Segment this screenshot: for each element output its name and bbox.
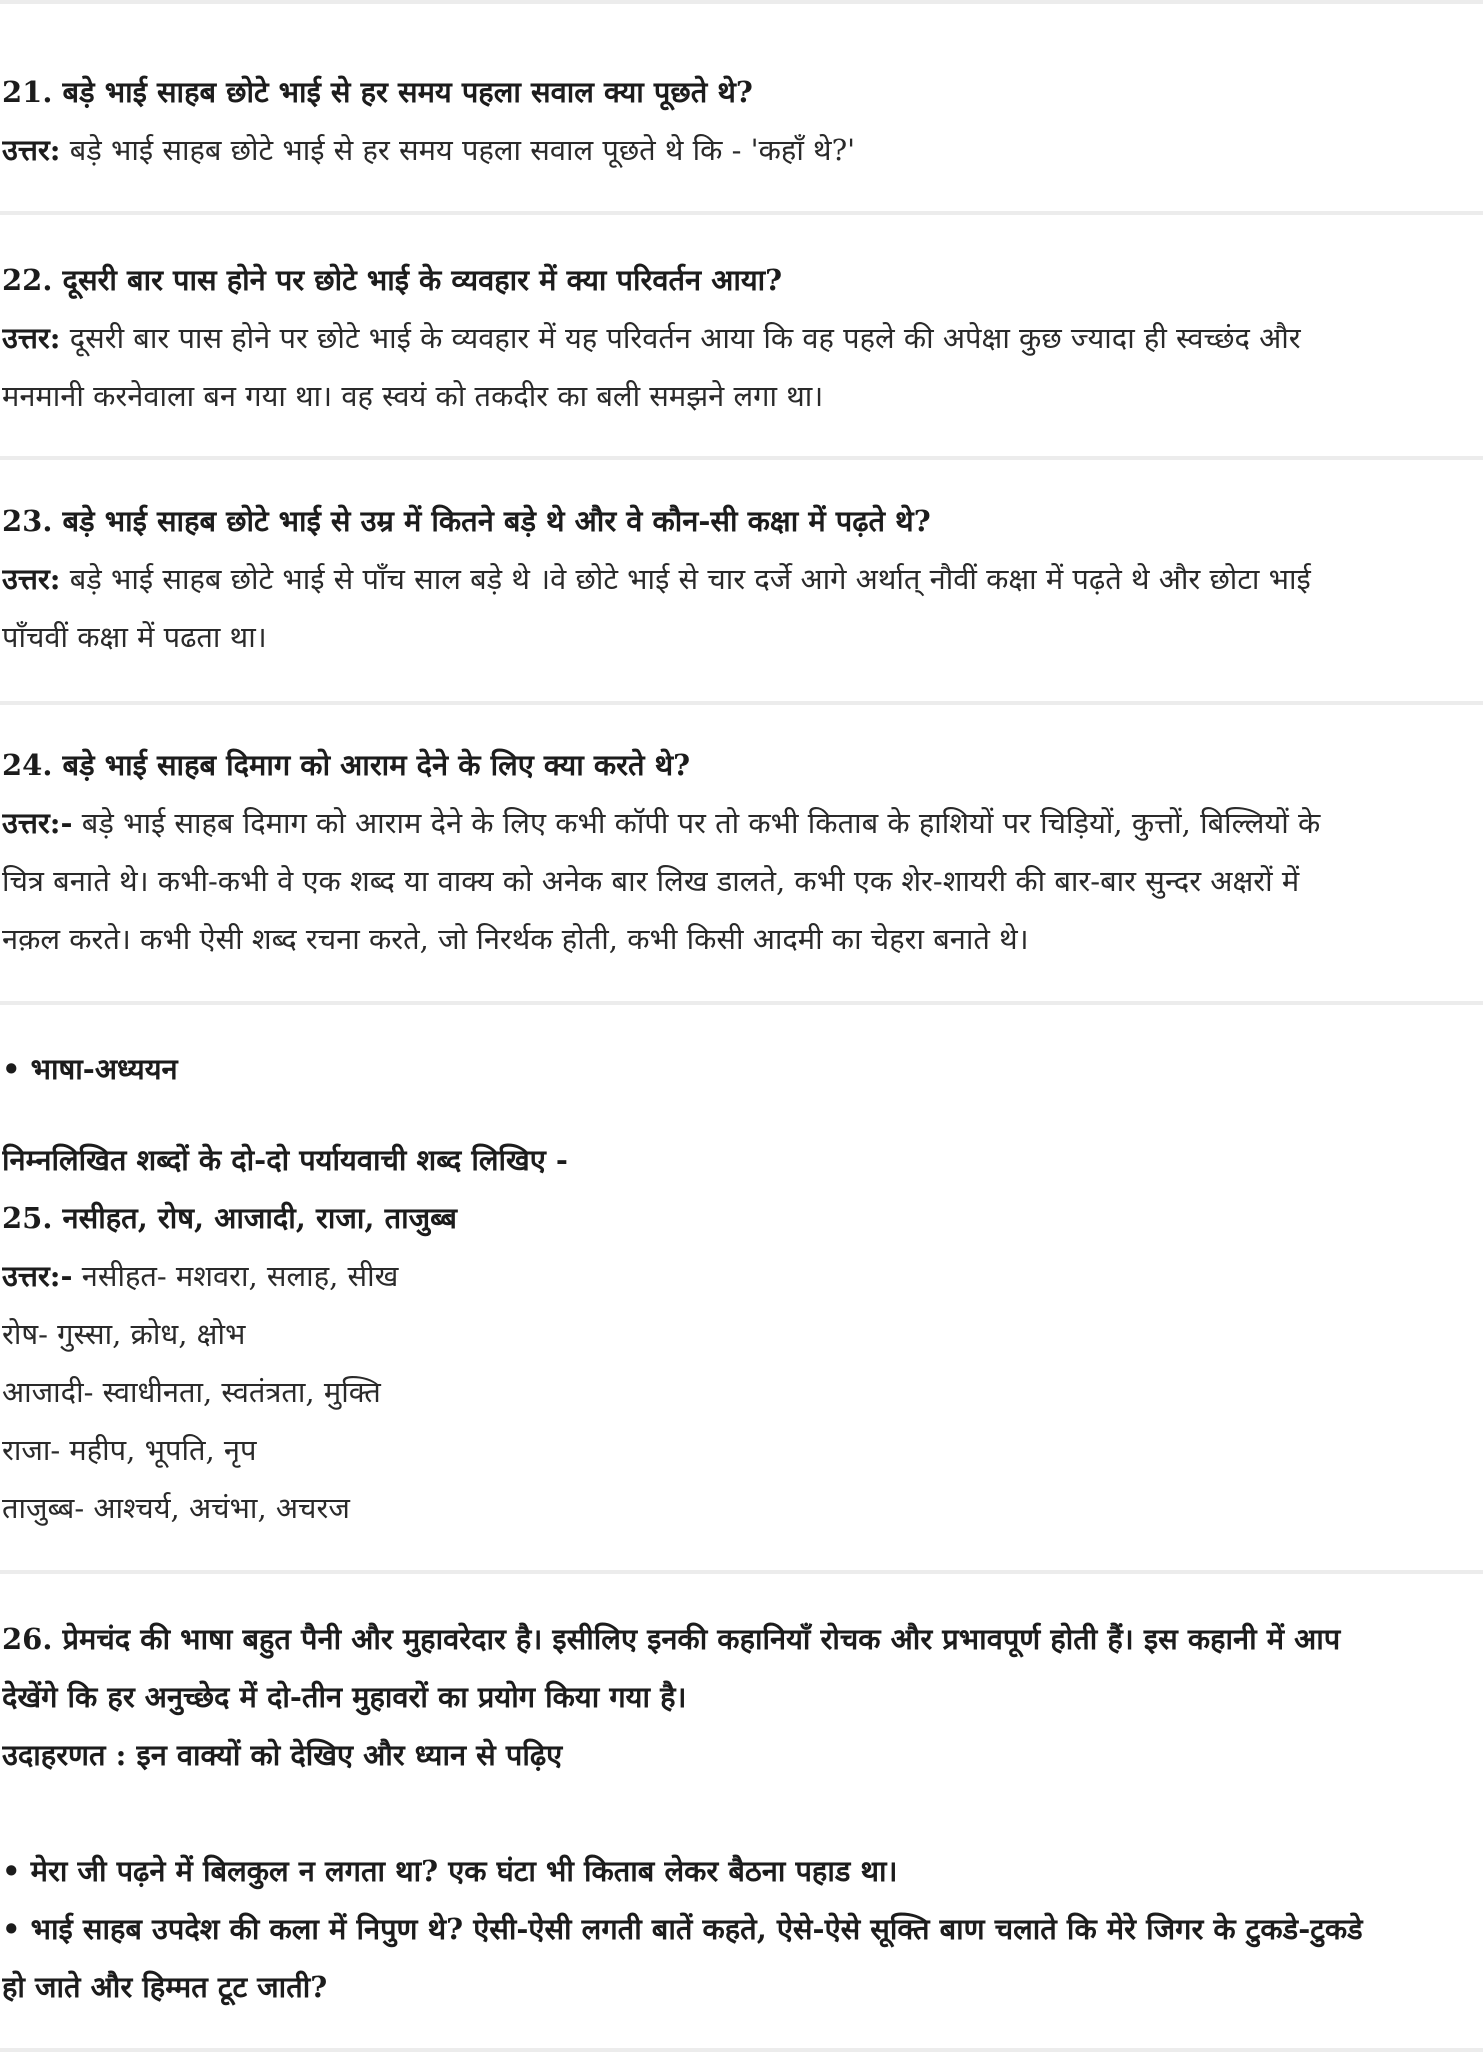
question-21-text: 21. बड़े भाई साहब छोटे भाई से हर समय पहला सवाल क्या पूछते थे? (2, 75, 753, 109)
answer-21-text (2, 121, 1472, 179)
question-26-block (2, 1610, 1472, 1784)
answer-label: उत्तर: (2, 562, 61, 596)
top-divider (0, 0, 1483, 4)
question-22-text: 22. दूसरी बार पास होने पर छोटे भाई के व्यवहार में क्या परिवर्तन आया? (2, 263, 783, 297)
question-22-block (2, 251, 1472, 425)
answer-label: उत्तर:- (2, 806, 73, 840)
answer-22-line-2: मनमानी करनेवाला बन गया था। वह स्वयं को तकदीर का बली समझने लगा था। (2, 379, 824, 413)
answer-24-line-3: नक़ल करते। कभी ऐसी शब्द रचना करते, जो निरर्थक होती, कभी किसी आदमी का चेहरा बनाते थे। (2, 922, 1029, 956)
answer-24-body-1: बड़े भाई साहब दिमाग को आराम देने के लिए कभी कॉपी पर तो कभी किताब के हाशियों पर चिड़ियों, कुत्तों, बिल्लियों के (72, 806, 1321, 840)
answer-23-line-1 (2, 550, 1472, 608)
answer-label: उत्तर: (2, 321, 61, 355)
section-divider (0, 1570, 1483, 1574)
question-23-text: 23. बड़े भाई साहब छोटे भाई से उम्र में कितने बड़े थे और वे कौन-सी कक्षा में पढ़ते थे? (2, 504, 931, 538)
section-divider (0, 456, 1483, 460)
example-intro: उदाहरणत : इन वाक्यों को देखिए और ध्यान से पढ़िए (2, 1738, 563, 1772)
section-divider (0, 1001, 1483, 1005)
answer-23-line-2: पाँचवीं कक्षा में पढता था। (2, 620, 267, 654)
answer-25-body-1: नसीहत- मशवरा, सलाह, सीख (72, 1259, 399, 1293)
answer-24-line-1 (2, 794, 1472, 852)
question-25-text: 25. नसीहत, रोष, आजादी, राजा, ताजुब्ब (2, 1201, 457, 1235)
question-26-line-1: 26. प्रेमचंद की भाषा बहुत पैनी और मुहावरेदार है। इसीलिए इनकी कहानियाँ रोचक और प्रभावपूर्ण होती हैं। इस कहानी में आप (2, 1622, 1341, 1656)
answer-25-line-1 (2, 1247, 1472, 1305)
answer-label: उत्तर:- (2, 1259, 73, 1293)
answer-24-line-2: चित्र बनाते थे। कभी-कभी वे एक शब्द या वाक्य को अनेक बार लिख डालते, कभी एक शेर-शायरी की बार-बार सुन्दर अक्षरों में (2, 864, 1300, 898)
answer-label: उत्तर: (2, 133, 61, 167)
language-study-block (2, 1040, 1472, 1098)
question-24-text: 24. बड़े भाई साहब दिमाग को आराम देने के लिए क्या करते थे? (2, 748, 691, 782)
answer-25-line-5: ताजुब्ब- आश्चर्य, अचंभा, अचरज (2, 1491, 350, 1525)
section-heading: • भाषा-अध्ययन (2, 1052, 178, 1086)
answer-25-line-3: आजादी- स्वाधीनता, स्वतंत्रता, मुक्ति (2, 1375, 381, 1409)
answer-23-body-1: बड़े भाई साहब छोटे भाई से पाँच साल बड़े थे ।वे छोटे भाई से चार दर्जे आगे अर्थात् नौवीं कक्षा में पढ़ते थे और छोटा भाई (60, 562, 1311, 596)
answer-22-line-1 (2, 309, 1472, 367)
examples-block (2, 1842, 1472, 2016)
section-divider (0, 701, 1483, 705)
bottom-divider (0, 2048, 1483, 2052)
question-21-block (2, 63, 1472, 179)
answer-25-line-4: राजा- महीप, भूपति, नृप (2, 1433, 257, 1467)
section-divider (0, 211, 1483, 215)
example-bullet-2-line-2: हो जाते और हिम्मत टूट जाती? (2, 1970, 328, 2004)
answer-21-body: बड़े भाई साहब छोटे भाई से हर समय पहला सवाल पूछते थे कि - 'कहाँ थे?' (60, 133, 856, 167)
answer-22-body-1: दूसरी बार पास होने पर छोटे भाई के व्यवहार में यह परिवर्तन आया कि वह पहले की अपेक्षा कुछ ज्यादा ही स्वच्छंद और (60, 321, 1301, 355)
synonym-instruction: निम्नलिखित शब्दों के दो-दो पर्यायवाची शब्द लिखिए - (2, 1143, 568, 1177)
question-23-block (2, 492, 1472, 666)
answer-25-line-2: रोष- गुस्सा, क्रोध, क्षोभ (2, 1317, 246, 1351)
question-26-line-2: देखेंगे कि हर अनुच्छेद में दो-तीन मुहावरों का प्रयोग किया गया है। (2, 1680, 687, 1714)
example-bullet-1: • मेरा जी पढ़ने में बिलकुल न लगता था? एक घंटा भी किताब लेकर बैठना पहाड था। (2, 1854, 898, 1888)
question-24-block (2, 736, 1472, 968)
question-25-block (2, 1131, 1472, 1537)
example-bullet-2-line-1: • भाई साहब उपदेश की कला में निपुण थे? ऐसी-ऐसी लगती बातें कहते, ऐसे-ऐसे सूक्ति बाण चलाते कि मेरे जिगर के टुकडे-टुकडे (2, 1912, 1363, 1946)
